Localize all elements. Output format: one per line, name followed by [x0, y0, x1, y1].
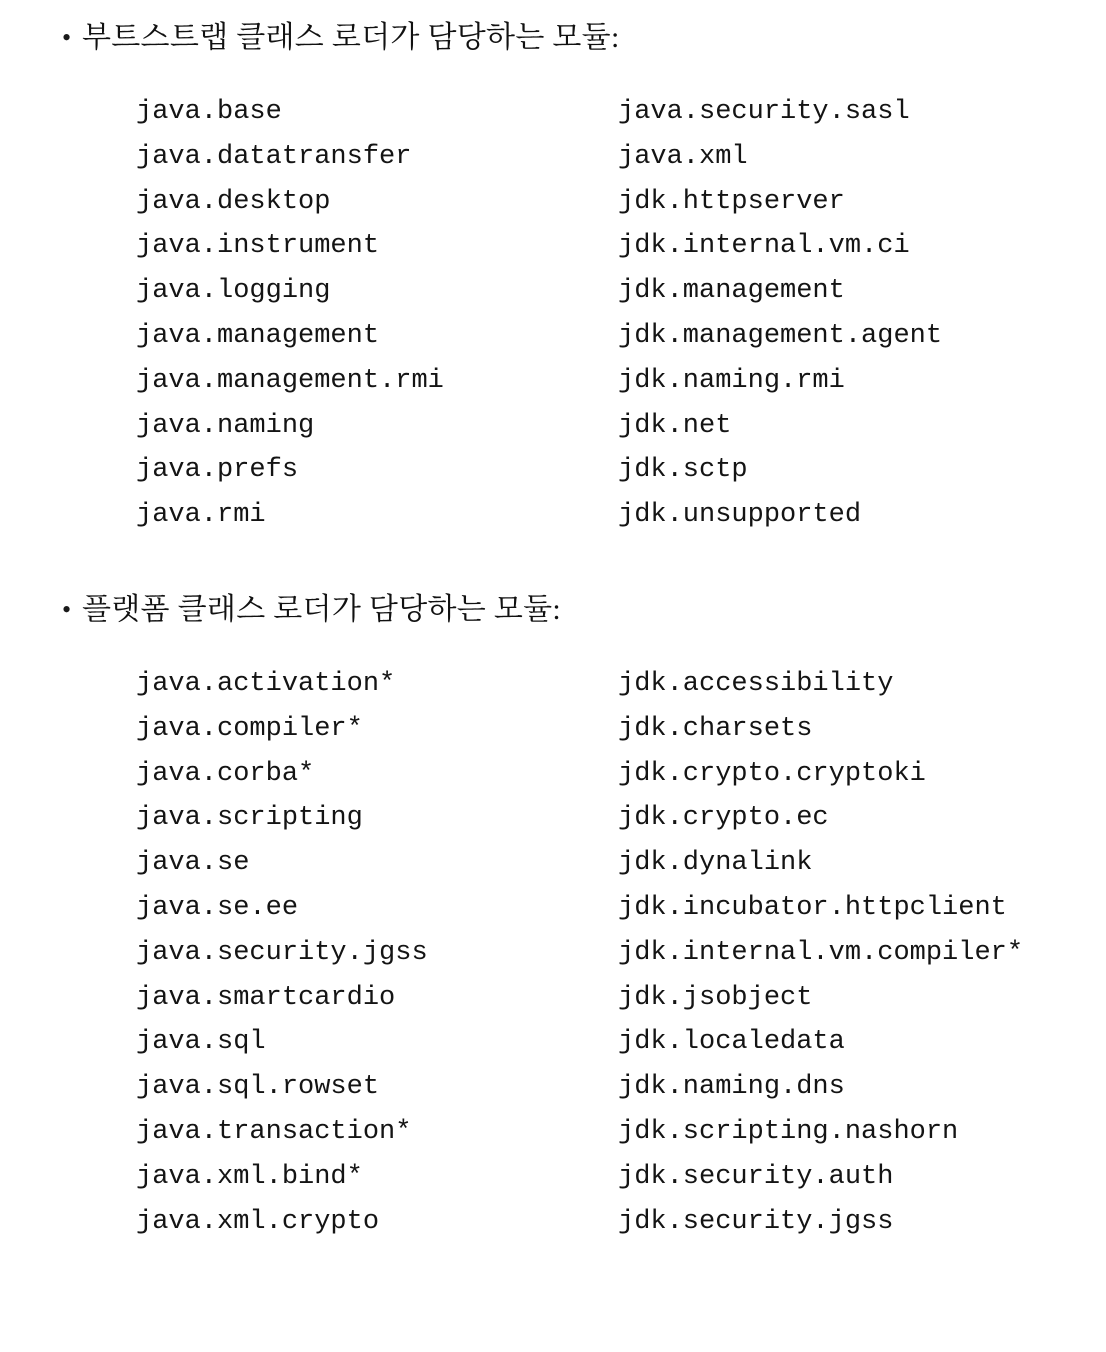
module-name: java.security.jgss [136, 937, 428, 968]
module-name: java.smartcardio [136, 982, 396, 1013]
module-name: java.xml.bind* [136, 1161, 363, 1192]
module-name: jdk.naming.dns [618, 1072, 845, 1103]
module-name: java.naming [136, 410, 315, 441]
module-name: java.management [136, 320, 380, 351]
module-name: java.instrument [136, 231, 380, 262]
module-name: jdk.security.jgss [618, 1206, 894, 1237]
section-bootstrap-class-loader [40, 14, 1066, 538]
section-platform-class-loader [40, 586, 1066, 1244]
module-name: java.compiler* [136, 713, 363, 744]
module-name: java.base [136, 97, 282, 127]
module-name: jdk.crypto.cryptoki [618, 758, 926, 789]
section-heading-bootstrap: 부트스트랩 클래스 로더가 담당하는 모듈: [82, 21, 620, 54]
module-list-bootstrap [136, 90, 1066, 538]
module-name: jdk.httpserver [618, 186, 845, 217]
module-name: java.sql.rowset [136, 1072, 380, 1103]
module-name: jdk.incubator.httpclient [618, 892, 1007, 923]
module-name: jdk.management.agent [618, 320, 943, 351]
section-spacer [40, 538, 1066, 586]
module-name: jdk.scripting.nashorn [618, 1116, 959, 1147]
module-name: jdk.net [618, 410, 732, 441]
section-heading-platform: 플랫폼 클래스 로더가 담당하는 모듈: [82, 592, 562, 626]
module-name: jdk.management [618, 276, 845, 307]
module-name: java.security.sasl [618, 97, 910, 127]
module-name: java.xml [618, 141, 748, 172]
module-name: java.se [136, 848, 250, 879]
module-name: jdk.unsupported [618, 500, 862, 531]
module-name: java.xml.crypto [136, 1206, 380, 1237]
module-name: jdk.charsets [618, 713, 813, 744]
module-name: java.desktop [136, 186, 331, 217]
bullet-point-icon: • [62, 594, 72, 624]
module-name: jdk.sctp [618, 455, 748, 486]
module-name: jdk.security.auth [618, 1161, 894, 1192]
module-name: java.datatransfer [136, 141, 412, 172]
bullet-item-bootstrap [62, 14, 1066, 62]
module-list-platform [136, 662, 1066, 1244]
bullet-item-platform [62, 586, 1066, 634]
module-name: jdk.crypto.ec [618, 803, 829, 834]
module-name: java.scripting [136, 803, 363, 834]
module-name: java.se.ee [136, 892, 299, 923]
module-name: jdk.naming.rmi [618, 365, 845, 396]
module-name: java.transaction* [136, 1116, 412, 1147]
module-name: jdk.dynalink [618, 848, 813, 879]
module-name: java.prefs [136, 455, 299, 486]
module-name: java.rmi [136, 500, 266, 531]
bullet-point-icon: • [62, 23, 72, 52]
module-name: jdk.localedata [618, 1027, 845, 1058]
module-name: java.corba* [136, 758, 315, 789]
module-name: jdk.internal.vm.compiler* [618, 937, 1024, 968]
module-name: java.management.rmi [136, 365, 444, 396]
module-name: java.activation* [136, 668, 396, 699]
module-name: java.sql [136, 1027, 266, 1058]
module-name: jdk.accessibility [618, 668, 894, 699]
module-name: jdk.jsobject [618, 982, 813, 1013]
module-name: java.logging [136, 276, 331, 307]
module-name: jdk.internal.vm.ci [618, 231, 910, 262]
